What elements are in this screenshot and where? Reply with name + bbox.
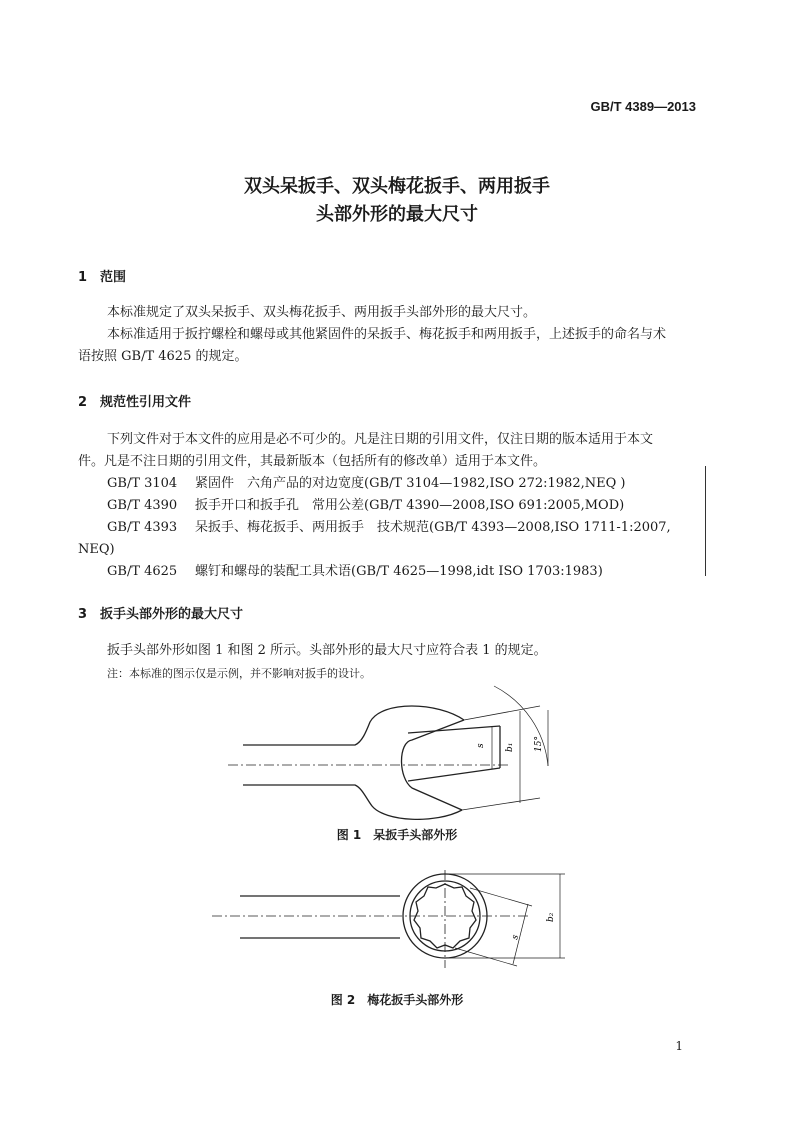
fig2-label-b2: b₂ — [546, 912, 556, 922]
section-2-paragraph: 下列文件对于本文件的应用是必不可少的。凡是注日期的引用文件，仅注日期的版本适用于本文 — [107, 432, 654, 447]
section-3-heading: 3 扳手头部外形的最大尺寸 — [78, 607, 244, 622]
reference-code: GB/T 4393 — [107, 520, 178, 535]
figure-2-box-end-wrench — [0, 862, 794, 982]
figure-1-caption: 图 1 呆扳手头部外形 — [336, 828, 458, 842]
reference-code: GB/T 4625 — [107, 564, 178, 579]
reference-title: 螺钉和螺母的装配工具术语(GB/T 4625—1998,idt ISO 1703:1983) — [195, 564, 603, 579]
section-3-note: 注：本标准的图示仅是示例，并不影响对扳手的设计。 — [107, 667, 371, 680]
section-1-paragraph-1: 本标准规定了双头呆扳手、双头梅花扳手、两用扳手头部外形的最大尺寸。 — [107, 305, 537, 320]
reference-item — [107, 517, 671, 538]
reference-item-cont: NEQ) — [78, 542, 115, 557]
reference-title: 扳手开口和扳手孔 常用公差(GB/T 4390—2008,ISO 691:2005,MOD) — [195, 498, 625, 513]
figure-2-caption: 图 2 梅花扳手头部外形 — [330, 993, 464, 1007]
standard-number: GB/T 4389—2013 — [590, 99, 696, 114]
section-1-heading: 1 范围 — [78, 270, 127, 285]
fig1-label-b1: b₁ — [505, 742, 515, 752]
section-1-paragraph-2-cont: 语按照 GB/T 4625 的规定。 — [78, 349, 248, 364]
fig1-label-angle: 15° — [534, 736, 544, 752]
reference-title: 呆扳手、梅花扳手、两用扳手 技术规范(GB/T 4393—2008,ISO 1711-1:2007, — [195, 520, 671, 535]
document-title-line2: 头部外形的最大尺寸 — [316, 204, 478, 225]
section-1-paragraph-2: 本标准适用于扳拧螺栓和螺母或其他紧固件的呆扳手、梅花扳手和两用扳手，上述扳手的命名与术 — [107, 327, 667, 342]
reference-code: GB/T 3104 — [107, 476, 178, 491]
reference-item — [107, 561, 603, 582]
section-2-heading: 2 规范性引用文件 — [78, 395, 192, 410]
reference-title: 紧固件 六角产品的对边宽度(GB/T 3104—1982,ISO 272:1982,NEQ ) — [195, 476, 626, 491]
change-bar — [705, 466, 706, 576]
section-3-paragraph: 扳手头部外形如图 1 和图 2 所示。头部外形的最大尺寸应符合表 1 的规定。 — [107, 643, 547, 658]
page-number: 1 — [675, 1039, 683, 1053]
reference-item — [107, 495, 624, 516]
fig1-label-s: s — [476, 743, 486, 748]
reference-code: GB/T 4390 — [107, 498, 178, 513]
document-title-line1: 双头呆扳手、双头梅花扳手、两用扳手 — [244, 176, 550, 197]
figure-1-open-end-wrench — [0, 680, 794, 820]
fig2-label-s: s — [510, 933, 522, 941]
reference-item — [107, 473, 625, 494]
section-2-paragraph-cont: 件。凡是不注日期的引用文件，其最新版本（包括所有的修改单）适用于本文件。 — [78, 454, 547, 469]
